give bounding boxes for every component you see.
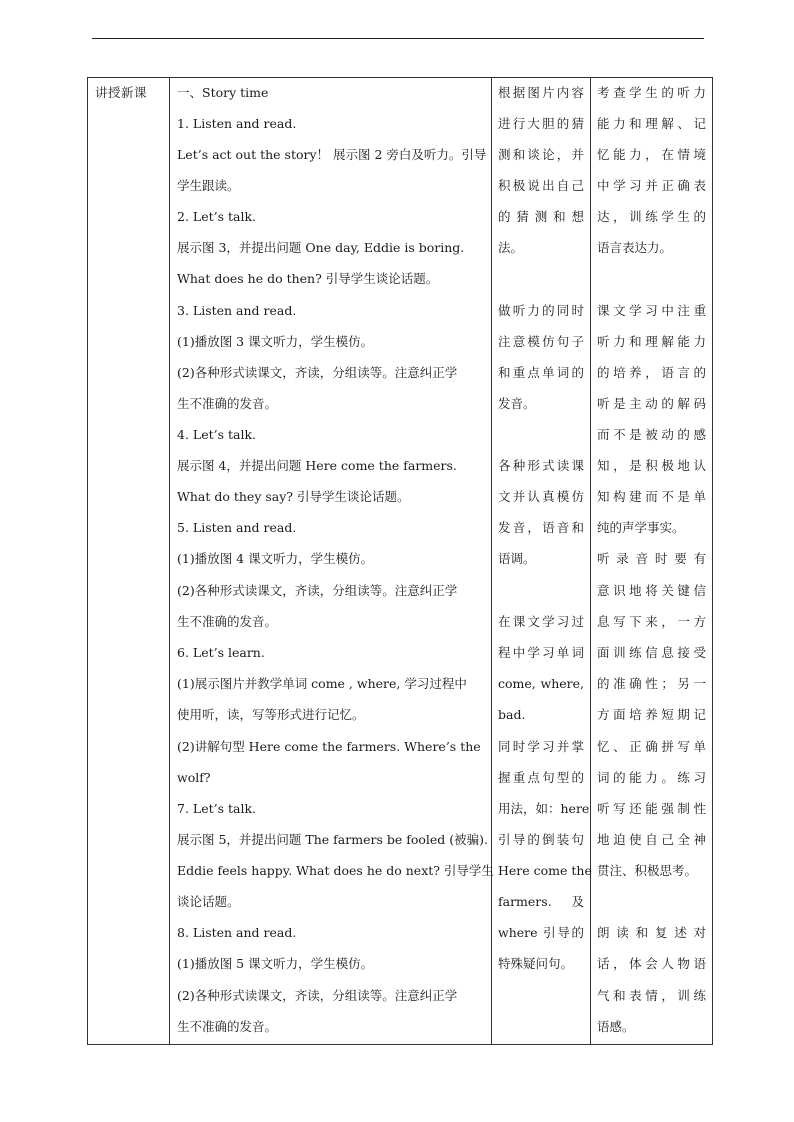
text-line: 2. Let’s talk. [177,209,257,224]
text-line: 的 猜 测 和 想 [498,209,584,224]
text-line: 地迫使自己全神 [597,832,706,847]
text-line: 忆能力，在情境 [597,147,706,162]
text-line: 纯的声学事实。 [597,520,685,535]
text-line: 听 录 音 时 要 有 [597,551,706,566]
text-line: 8. Listen and read. [177,925,297,940]
text-line: 语感。 [597,1019,635,1034]
text-line: 听写还能强制性 [597,801,706,816]
text-line: (2)各种形式读课文，齐读，分组读等。注意纠正学 [177,365,458,380]
text-line: 使用听，读，写等形式进行记忆。 [177,707,365,722]
text-line: 6. Let’s learn. [177,645,265,660]
text-line: 听是主动的解码 [597,396,706,411]
text-line: 一、Story time [177,85,269,100]
text-line: 各种形式读课 [498,458,584,473]
text-line: 意识地将关键信 [597,583,706,598]
text-line: 程中学习单词 [498,645,584,660]
text-line: 谈论话题。 [177,894,240,909]
text-line: 法。 [498,240,524,255]
text-line: 积极说出自己 [498,178,584,193]
text-line: 3. Listen and read. [177,303,297,318]
text-line: (1)播放图 4 课文听力，学生模仿。 [177,551,374,566]
text-line: 引导的倒装句 [498,832,584,847]
text-line: 和重点单词的 [498,365,584,380]
text-line: 忆、正确拼写单 [597,739,706,754]
text-line: (2)讲解句型 Here come the farmers. Where’s the [177,739,481,754]
text-line: 达，训练学生的 [597,209,706,224]
design-intent-cell [591,78,713,1045]
text-line: where 引导的 [498,925,584,940]
text-line: 学生跟读。 [177,178,240,193]
text-line: 气和表情，训练 [597,988,706,1003]
text-line: 发音。 [498,396,536,411]
text-line: bad. [498,707,526,722]
text-line: (2)各种形式读课文，齐读，分组读等。注意纠正学 [177,988,458,1003]
text-line: (1)播放图 3 课文听力，学生模仿。 [177,334,374,349]
text-line: 生不准确的发音。 [177,396,278,411]
text-line: 1. Listen and read. [177,116,297,131]
text-line: Eddie feels happy. What does he do next? 引导学生 [177,863,494,878]
text-line: 课文学习中注重 [597,303,706,318]
text-line: (2)各种形式读课文，齐读，分组读等。注意纠正学 [177,583,458,598]
text-line: 展示图 5，并提出问题 The farmers be fooled (被骗). [177,832,488,847]
lesson-plan-table [87,77,713,1045]
text-line: (1)播放图 5 课文听力，学生模仿。 [177,956,374,971]
text-line: farmers. 及 [498,894,584,909]
text-line: 方面培养短期记 [597,707,706,722]
text-line: Here come the [498,863,592,878]
text-line: 知，是积极地认 [597,458,706,473]
teaching-process-cell [170,78,492,1045]
text-line: 根据图片内容 [498,85,584,100]
text-line: 朗 读 和 复 述 对 [597,925,706,940]
text-line: 在课文学习过 [498,614,584,629]
text-line: 贯注、积极思考。 [597,863,698,878]
text-line: 特殊疑问句。 [498,956,574,971]
text-line: 进行大胆的猜 [498,116,584,131]
student-activity-cell [492,78,591,1045]
text-line: 息写下来，一方 [597,614,706,629]
text-line: What does he do then? 引导学生谈论话题。 [177,271,439,286]
text-line: 注意模仿句子 [498,334,584,349]
text-line: 展示图 4，并提出问题 Here come the farmers. [177,458,457,473]
text-line: 5. Listen and read. [177,520,297,535]
text-line: 生不准确的发音。 [177,614,278,629]
text-line: 能力和理解、记 [597,116,706,131]
text-line: 语言表达力。 [597,240,673,255]
text-line: 握重点句型的 [498,770,584,785]
text-line: (1)展示图片并教学单词 come , where, 学习过程中 [177,676,467,691]
text-line: 话，体会人物语 [597,956,706,971]
text-line: wolf? [177,770,211,785]
table-row [88,78,713,1045]
text-line: 语调。 [498,551,536,566]
header-rule [92,38,704,39]
text-line: What do they say? 引导学生谈论话题。 [177,489,410,504]
text-line: 听力和理解能力 [597,334,706,349]
text-line: Let’s act out the story！ 展示图 2 旁白及听力。引导 [177,147,487,162]
text-line: 测和谈论，并 [498,147,584,162]
text-line: 7. Let’s talk. [177,801,257,816]
text-line: 考查学生的听力 [597,85,706,100]
text-line: 展示图 3，并提出问题 One day, Eddie is boring. [177,240,465,255]
text-line: 生不准确的发音。 [177,1019,278,1034]
text-line: 中学习并正确表 [597,178,706,193]
text-line: 4. Let’s talk. [177,427,257,442]
text-line: 做听力的同时 [498,303,584,318]
text-line: come, where, [498,676,584,691]
text-line: 用法，如：here [498,801,590,816]
text-line: 而不是被动的感 [597,427,706,442]
text-line: 的培养，语言的 [597,365,706,380]
stage-cell [88,78,170,1045]
text-line: 知构建而不是单 [597,489,706,504]
text-line: 面训练信息接受 [597,645,706,660]
text-line: 发音，语音和 [498,520,584,535]
stage-label: 讲授新课 [95,85,148,100]
text-line: 文并认真模仿 [498,489,584,504]
text-line: 同时学习并掌 [498,739,584,754]
text-line: 词的能力。练习 [597,770,706,785]
text-line: 的准确性；另一 [597,676,706,691]
